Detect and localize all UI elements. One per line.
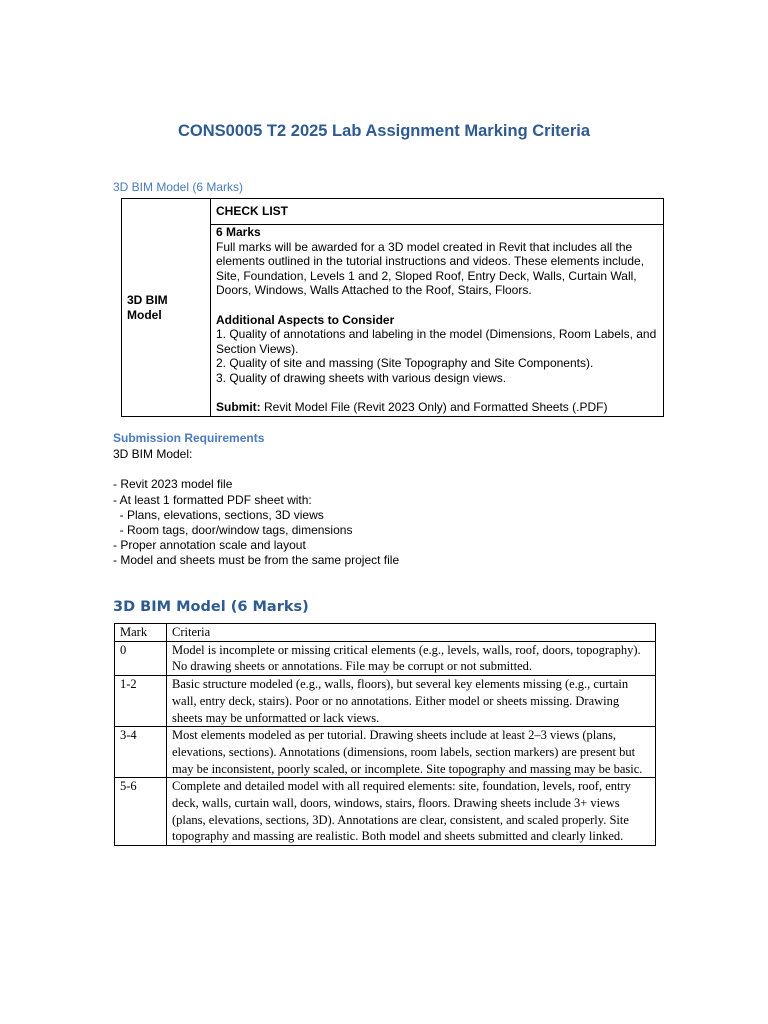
requirement-line: - Room tags, door/window tags, dimensions — [113, 523, 353, 538]
section-heading-submission: Submission Requirements — [113, 431, 265, 445]
checklist-header: CHECK LIST — [211, 199, 663, 225]
requirement-line: 3D BIM Model: — [113, 447, 193, 461]
full-marks-description: Full marks will be awarded for a 3D model created in Revit that includes all the elements outlined in the tutorial instructions and videos. These elements include, Site, Foundation, Levels 1 and 2, Sloped Roof, Entry Deck, Walls, Curtain Wall, Doors, Windows, Walls Attached to the Roof, Stairs, Floors. — [216, 239, 645, 298]
requirement-line — [113, 462, 399, 477]
requirement-line: - At least 1 formatted PDF sheet with: — [113, 492, 312, 507]
additional-item: 3. Quality of drawing sheets with various design views. — [216, 370, 507, 385]
marking-rubric-table — [114, 623, 656, 846]
mark-cell: 5-6 — [115, 778, 167, 846]
additional-item: 2. Quality of site and massing (Site Topography and Site Components). — [216, 356, 594, 371]
table-row — [115, 676, 656, 727]
requirement-line: - Plans, elevations, sections, 3D views — [113, 507, 324, 522]
table-row — [115, 778, 656, 846]
row-label-text: 3D BIM Model — [127, 292, 168, 322]
section-heading-bim-model: 3D BIM Model (6 Marks) — [113, 180, 244, 194]
column-header-criteria: Criteria — [167, 624, 656, 642]
rubric-header-row — [115, 624, 656, 642]
requirement-line: - Revit 2023 model file — [113, 477, 233, 492]
requirement-line: - Model and sheets must be from the same project file — [113, 553, 400, 568]
mark-cell: 0 — [115, 641, 167, 675]
mark-cell: 3-4 — [115, 727, 167, 778]
criteria-cell: Model is incomplete or missing critical elements (e.g., levels, walls, roof, doors, topography). No drawing sheets or annotations. File may be corrupt or not submitted. — [167, 641, 656, 675]
criteria-cell: Basic structure modeled (e.g., walls, floors), but several key elements missing (e.g., curtain wall, entry deck, stairs). Poor or no annotations. Either model or sheets missing. Drawing sheets may be unformatted or lack views. — [167, 676, 656, 727]
table-row — [115, 641, 656, 675]
document-title: CONS0005 T2 2025 Lab Assignment Marking Criteria — [177, 122, 591, 140]
checklist-row-label — [122, 199, 211, 416]
mark-cell: 1-2 — [115, 676, 167, 727]
submit-label: Submit: — [216, 400, 261, 415]
submission-requirements-list — [113, 447, 399, 569]
column-header-mark: Mark — [115, 624, 167, 642]
additional-item: 1. Quality of annotations and labeling in the model (Dimensions, Room Labels, and Section Views). — [216, 327, 657, 356]
checklist-table — [121, 198, 664, 417]
marks-label: 6 Marks — [216, 225, 261, 239]
rubric-heading: 3D BIM Model (6 Marks) — [113, 599, 309, 615]
submit-line — [216, 400, 658, 415]
table-row — [115, 727, 656, 778]
checklist-body — [211, 225, 663, 416]
criteria-cell: Complete and detailed model with all required elements: site, foundation, levels, roof, entry deck, walls, curtain wall, doors, windows, stairs, floors. Drawing sheets include 3+ views (plans, elevations, sections, 3D). Annotations are clear, consistent, and scaled properly. Site topography and massing are realistic. Both model and sheets submitted and clearly linked. — [167, 778, 656, 846]
requirement-line: - Proper annotation scale and layout — [113, 538, 306, 553]
additional-aspects-heading: Additional Aspects to Consider — [216, 312, 395, 327]
criteria-cell: Most elements modeled as per tutorial. Drawing sheets include at least 2–3 views (plans, elevations, sections). Annotations (dimensions, room labels, section markers) are present but may be inconsistent, poorly scaled, or incomplete. Site topography and massing may be basic. — [167, 727, 656, 778]
submit-text: Revit Model File (Revit 2023 Only) and Formatted Sheets (.PDF) — [260, 400, 608, 415]
